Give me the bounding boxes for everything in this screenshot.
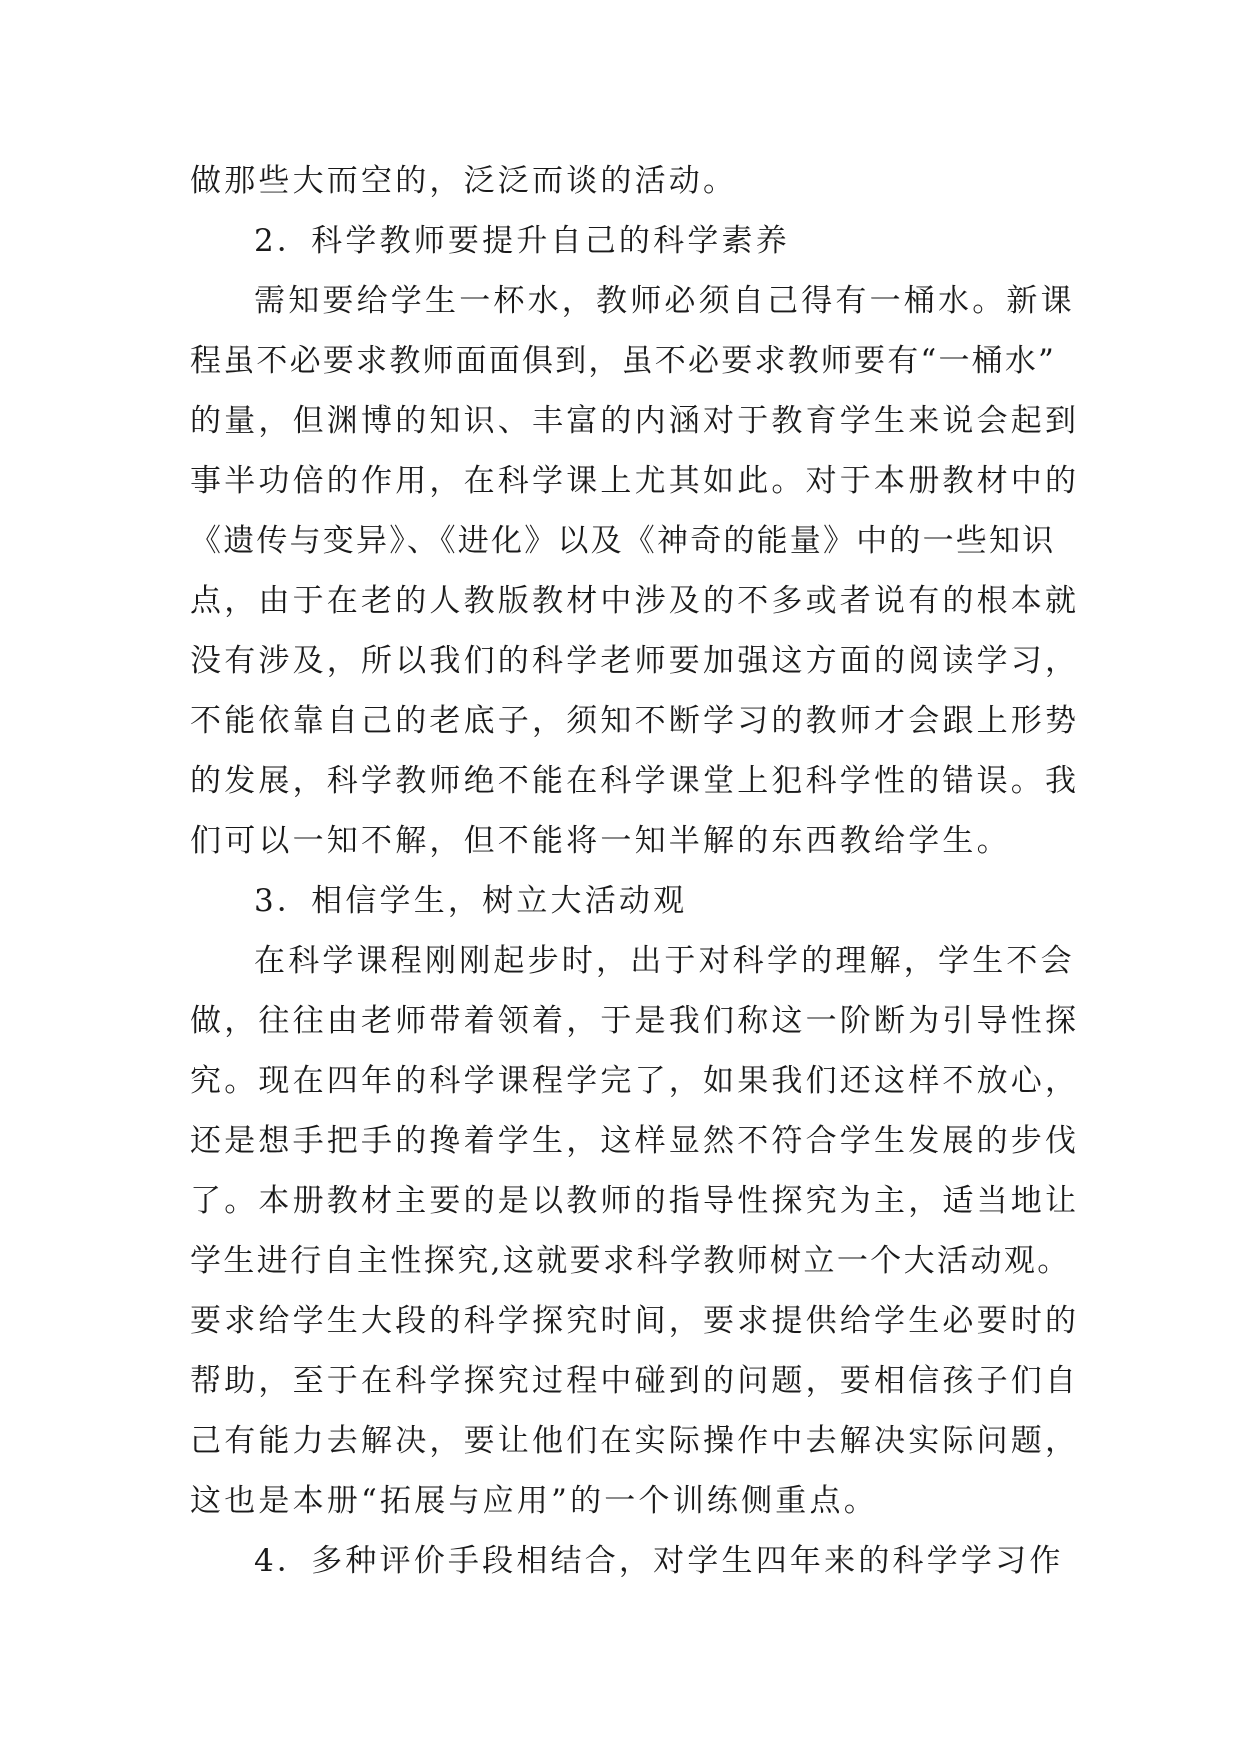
text-line: 《遗传与变异》、《进化》以及《神奇的能量》中的一些知识	[190, 523, 1056, 559]
text-line: 在科学课程刚刚起步时，出于对科学的理解，学生不会	[254, 943, 1075, 979]
text-line: 做，往往由老师带着领着，于是我们称这一阶断为引导性探	[190, 1003, 1080, 1039]
text-line: 没有涉及，所以我们的科学老师要加强这方面的阅读学习，	[190, 643, 1080, 679]
text-line: 了。本册教材主要的是以教师的指导性探究为主，适当地让	[190, 1183, 1080, 1219]
text-line: 己有能力去解决，要让他们在实际操作中去解决实际问题，	[190, 1423, 1080, 1459]
text-line: 还是想手把手的搀着学生，这样显然不符合学生发展的步伐	[190, 1123, 1080, 1159]
text-line: 做那些大而空的，泛泛而谈的活动。	[190, 163, 738, 199]
text-line: 究。现在四年的科学课程学完了，如果我们还这样不放心，	[190, 1063, 1080, 1099]
section-heading: 4．多种评价手段相结合，对学生四年来的科学学习作	[254, 1543, 1064, 1579]
text-line: 这也是本册“拓展与应用”的一个训练侧重点。	[190, 1483, 878, 1519]
text-line: 学生进行自主性探究,这就要求科学教师树立一个大活动观。	[190, 1243, 1071, 1279]
text-line: 帮助，至于在科学探究过程中碰到的问题，要相信孩子们自	[190, 1363, 1080, 1399]
text-line: 事半功倍的作用，在科学课上尤其如此。对于本册教材中的	[190, 463, 1080, 499]
text-line: 程虽不必要求教师面面俱到，虽不必要求教师要有“一桶水”	[190, 343, 1057, 379]
text-line: 需知要给学生一杯水，教师必须自己得有一桶水。新课	[254, 283, 1075, 319]
section-heading: 3．相信学生，树立大活动观	[254, 883, 688, 919]
section-heading: 2．科学教师要提升自己的科学素养	[254, 223, 790, 259]
text-line: 点，由于在老的人教版教材中涉及的不多或者说有的根本就	[190, 583, 1080, 619]
text-line: 的量，但渊博的知识、丰富的内涵对于教育学生来说会起到	[190, 403, 1080, 439]
text-line: 要求给学生大段的科学探究时间，要求提供给学生必要时的	[190, 1303, 1080, 1339]
text-line: 们可以一知不解，但不能将一知半解的东西教给学生。	[190, 823, 1011, 859]
text-line: 的发展，科学教师绝不能在科学课堂上犯科学性的错误。我	[190, 763, 1080, 799]
text-line: 不能依靠自己的老底子，须知不断学习的教师才会跟上形势	[190, 703, 1080, 739]
